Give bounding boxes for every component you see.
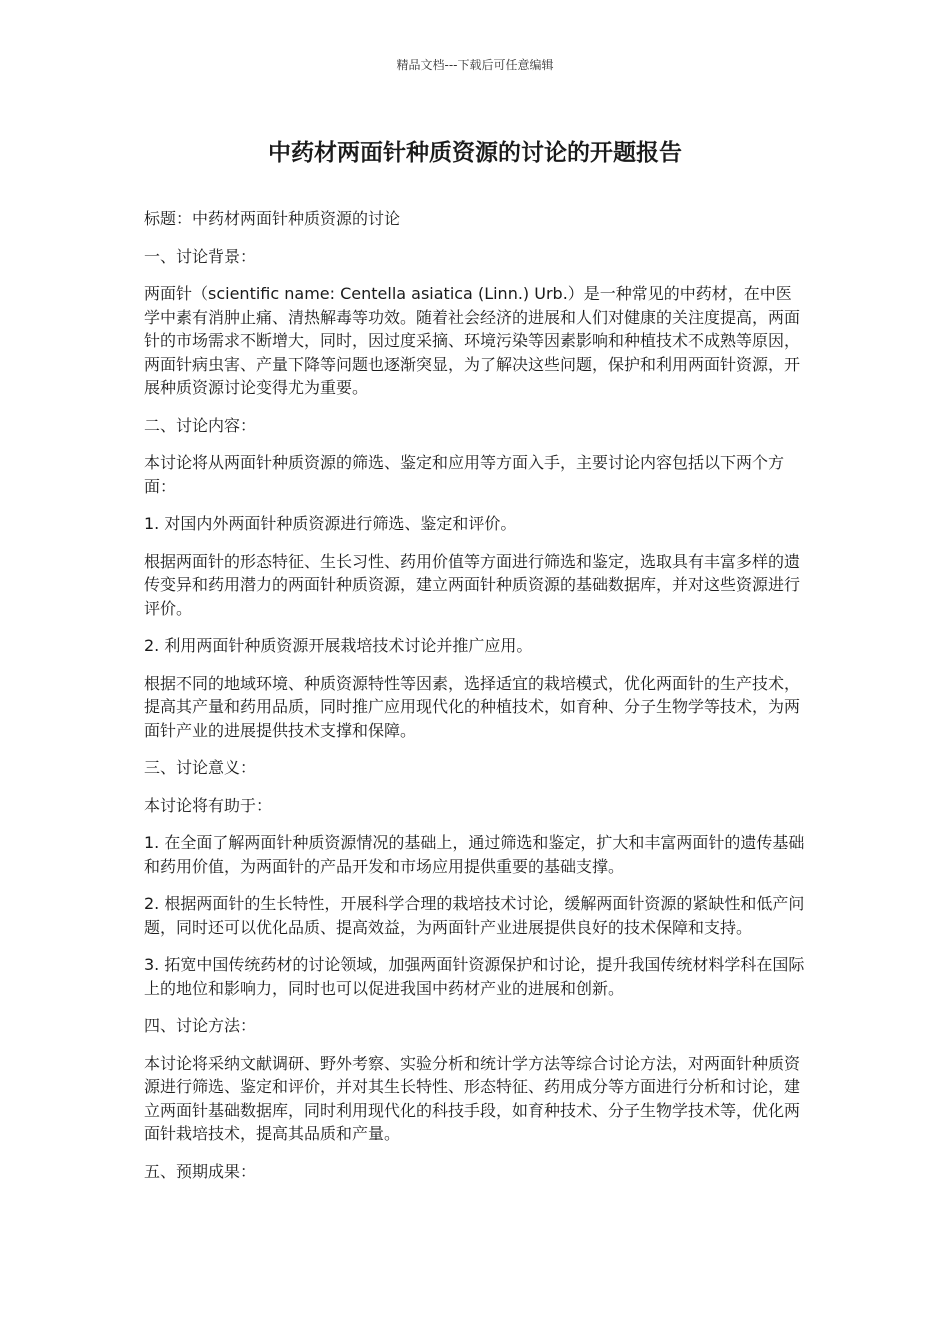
background-paragraph: 两面针（scientific name: Centella asiatica (Linn.) Urb.）是一种常见的中药材，在中医学中素有消肿止痛、清热解毒等功效。随着社会经济的进展和人们对健康的关注度提高，两面针的市场需求不断增大，同时，因过度采摘、环境污染等因素影响和种植技术不成熟等原因，两面针病虫害、产量下降等问题也逐渐突显，为了解决这些问题，保护和利用两面针资源，开展种质资源讨论变得尤为重要。 (144, 284, 801, 397)
content-item-1-detail: 根据两面针的形态特征、生长习性、药用价值等方面进行筛选和鉴定，选取具有丰富多样的遗传变异和药用潜力的两面针种质资源，建立两面针种质资源的基础数据库，并对这些资源进行评价。 (144, 551, 801, 618)
significance-item-3: 3. 拓宽中国传统药材的讨论领域，加强两面针资源保护和讨论，提升我国传统材料学科在国际上的地位和影响力，同时也可以促进我国中药材产业的进展和创新。 (144, 955, 805, 998)
significance-intro: 本讨论将有助于： (144, 795, 273, 815)
section-heading-background: 一、讨论背景： (144, 246, 257, 266)
content-item-2-detail: 根据不同的地域环境、种质资源特性等因素，选择适宜的栽培模式，优化两面针的生产技术，提高其产量和药用品质，同时推广应用现代化的种植技术，如育种、分子生物学等技术，为两面针产业的进展提供技术支撑和保障。 (144, 673, 801, 740)
subject-line: 标题：中药材两面针种质资源的讨论 (144, 209, 401, 228)
content-item-1: 1. 对国内外两面针种质资源进行筛选、鉴定和评价。 (144, 514, 517, 533)
document-body (144, 207, 806, 1197)
document-title: 中药材两面针种质资源的讨论的开题报告 (268, 140, 682, 166)
section-heading-significance: 三、讨论意义： (144, 758, 257, 777)
methods-paragraph: 本讨论将采纳文献调研、野外考察、实验分析和统计学方法等综合讨论方法，对两面针种质资源进行筛选、鉴定和评价，并对其生长特性、形态特征、药用成分等方面进行分析和讨论，建立两面针基础数据库，同时利用现代化的科技手段，如育种技术、分子生物学技术等，优化两面针栽培技术，提高其品质和产量。 (144, 1053, 801, 1143)
significance-item-2: 2. 根据两面针的生长特性，开展科学合理的栽培技术讨论，缓解两面针资源的紧缺性和低产问题，同时还可以优化品质、提高效益，为两面针产业进展提供良好的技术保障和支持。 (144, 894, 805, 937)
significance-item-1: 1. 在全面了解两面针种质资源情况的基础上，通过筛选和鉴定，扩大和丰富两面针的遗传基础和药用价值，为两面针的产品开发和市场应用提供重要的基础支撑。 (144, 833, 805, 876)
section-heading-expected-results: 五、预期成果： (144, 1161, 257, 1181)
page-header: 精品文档---下载后可任意编辑 (396, 58, 554, 72)
section-heading-content: 二、讨论内容： (144, 415, 257, 435)
content-intro-paragraph: 本讨论将从两面针种质资源的筛选、鉴定和应用等方面入手，主要讨论内容包括以下两个方面： (144, 453, 785, 496)
section-heading-methods: 四、讨论方法： (144, 1016, 257, 1035)
content-item-2: 2. 利用两面针种质资源开展栽培技术讨论并推广应用。 (144, 636, 533, 655)
